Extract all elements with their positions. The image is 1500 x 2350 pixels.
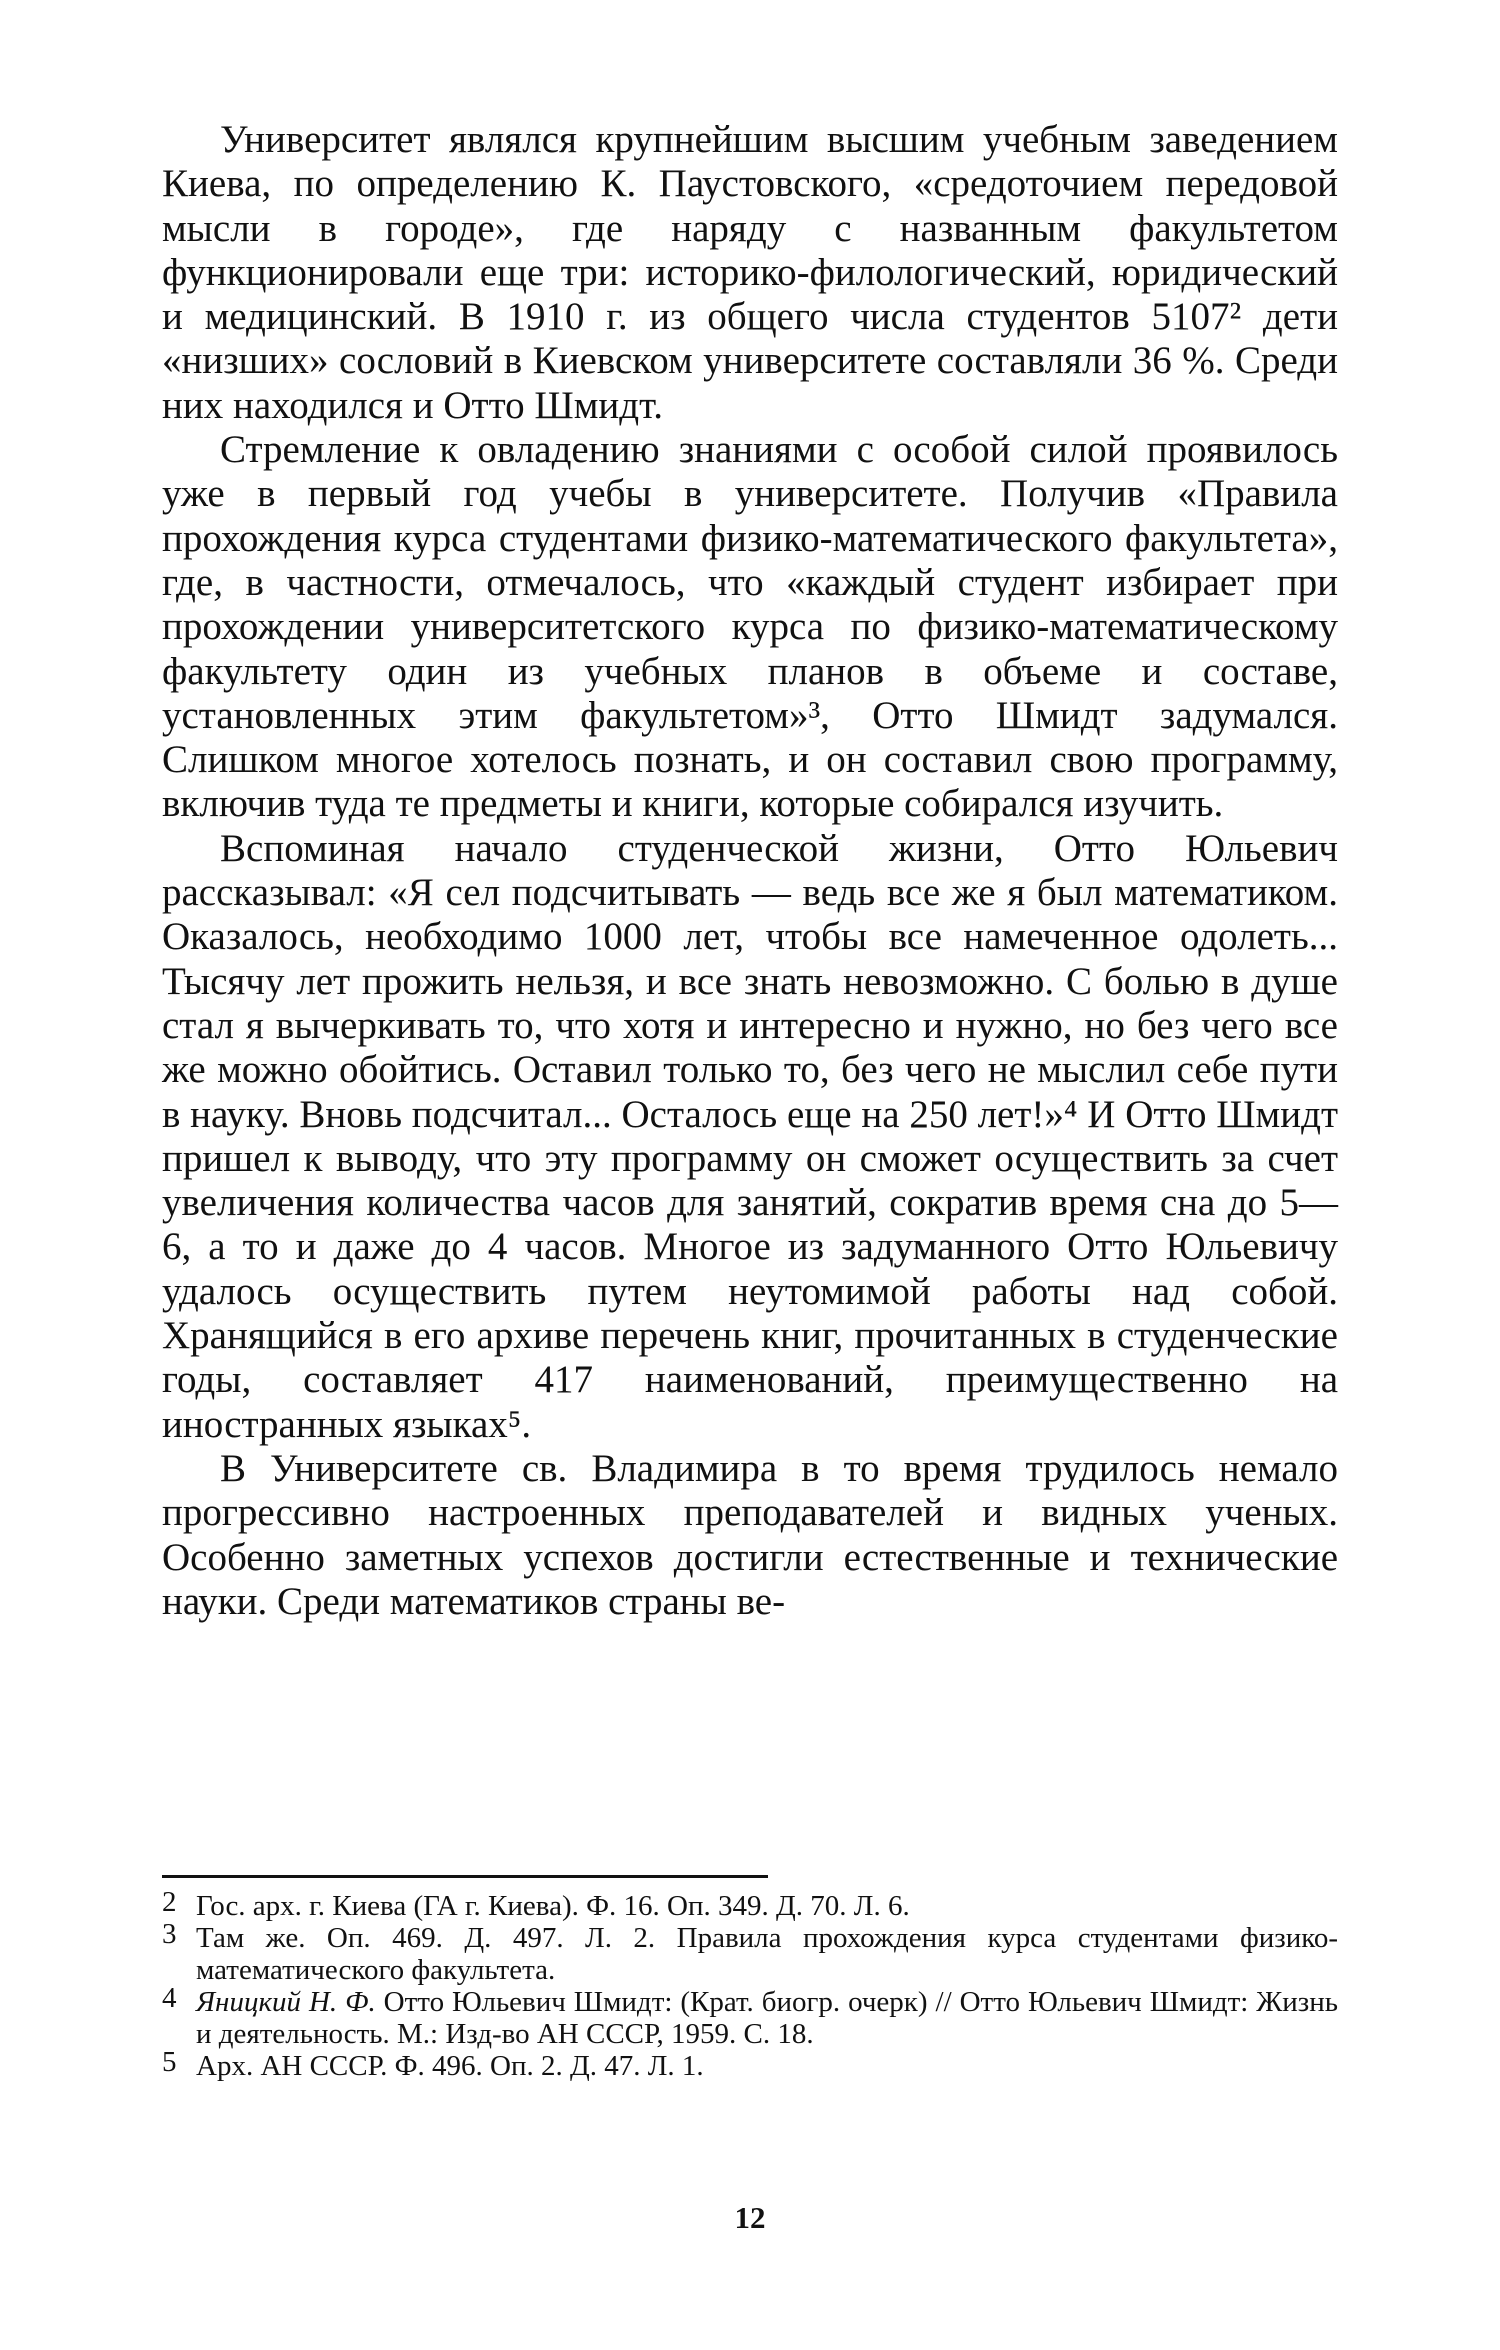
paragraph-1: Университет являлся крупнейшим высшим учебным заведением Киева, по определению К. Паустовского, «средоточием передовой мысли в городе», где наряду с названным факультетом функционировали еще три: историко-филологический, юридический и медицинский. В 1910 г. из общего числа студентов 5107² дети «низших» сословий в Киевском университете составляли 36 %. Среди них находился и Отто Шмидт.: [162, 118, 1338, 427]
footnote-mark: 4: [162, 1982, 177, 2014]
footnote-text: Гос. арх. г. Киева (ГА г. Киева). Ф. 16. Оп. 349. Д. 70. Л. 6.: [196, 1890, 910, 1922]
footnote-4: [162, 1982, 1338, 2050]
page-number: 12: [734, 2200, 766, 2235]
footnote-3: [162, 1918, 1338, 1986]
footnote-mark: 2: [162, 1886, 177, 1918]
footnote-text: Арх. АН СССР. Ф. 496. Оп. 2. Д. 47. Л. 1.: [196, 2050, 704, 2082]
main-text: [162, 118, 1338, 1624]
paragraph-4: В Университете св. Владимира в то время трудилось немало прогрессивно настроенных преподавателей и видных ученых. Особенно заметных успехов достигли естественные и технические науки. Среди математиков страны ве-: [162, 1446, 1338, 1623]
paragraph-3: Вспоминая начало студенческой жизни, Отто Юльевич рассказывал: «Я сел подсчитывать — ведь все же я был математиком. Оказалось, необходимо 1000 лет, чтобы все намеченное одолеть... Тысячу лет прожить нельзя, и все знать невозможно. С болью в душе стал я вычеркивать то, что хотя и интересно и нужно, но без чего все же можно обойтись. Оставил только то, без чего не мыслил себе пути в науку. Вновь подсчитал... Осталось еще на 250 лет!»⁴ И Отто Шмидт пришел к выводу, что эту программу он сможет осуществить за счет увеличения количества часов для занятий, сократив время сна до 5—6, а то и даже до 4 часов. Многое из задуманного Отто Юльевичу удалось осуществить путем неутомимой работы над собой. Хранящийся в его архиве перечень книг, прочитанных в студенческие годы, составляет 417 наименований, преимущественно на иностранных языках⁵.: [162, 826, 1338, 1446]
footnote-separator: [162, 1875, 768, 1878]
footnote-mark: 3: [162, 1918, 177, 1950]
footnote-2: [162, 1886, 1338, 1922]
paragraph-2: Стремление к овладению знаниями с особой силой проявилось уже в первый год учебы в университете. Получив «Правила прохождения курса студентами физико-математического факультета», где, в частности, отмечалось, что «каждый студент избирает при прохождении университетского курса по физико-математическому факультету один из учебных планов в объеме и составе, установленных этим факультетом»³, Отто Шмидт задумался. Слишком многое хотелось познать, и он составил свою программу, включив туда те предметы и книги, которые собирался изучить.: [162, 428, 1338, 826]
footnote-mark: 5: [162, 2046, 177, 2078]
footnote-text: Отто Юльевич Шмидт: (Крат. биогр. очерк) // Отто Юльевич Шмидт: Жизнь и деятельность. М.: Изд-во АН СССР, 1959. С. 18.: [196, 1986, 1338, 2050]
footnotes: [162, 1886, 1338, 2082]
footnote-5: [162, 2046, 1338, 2082]
footnote-author: Яницкий Н. Ф.: [196, 1986, 376, 2018]
footnote-text: Там же. Оп. 469. Д. 497. Л. 2. Правила прохождения курса студентами физико-математического факультета.: [196, 1922, 1338, 1986]
